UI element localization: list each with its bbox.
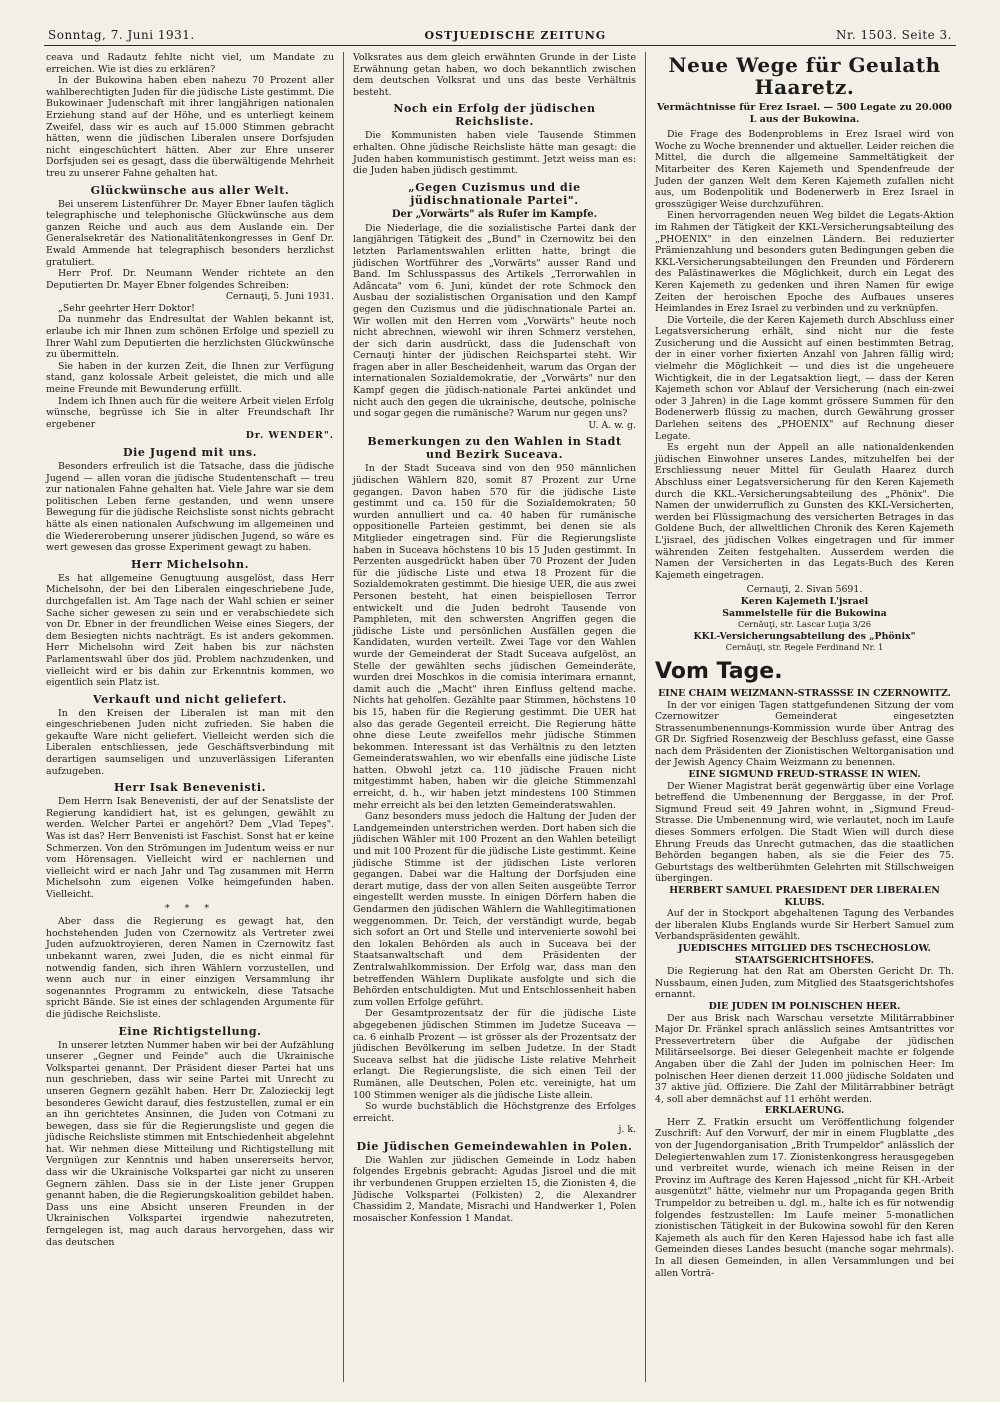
paragraph: In der Bukowina haben eben nahezu 70 Prozent aller wahlberechtigten Juden für die jüdische Liste gestimmt. Die Bukowinaer Judenschaft mit ihrer langjährigen nationalen Erziehung stand auf der Höhe, und es unterliegt keinem Zweifel, dass wir es auch auf 15.000 Stimmen gebracht hätten, wenn die jüdischen Liberalen unsere Dorfsjuden nicht eingeschüchtert hätten. Aber zur Ehre unserer Dorfsjuden sei es gesagt, dass die überwältigende Mehrheit treu zu unserer Fahne gehalten hat. xyxy=(46,75,334,179)
paragraph: In unserer letzten Nummer haben wir bei der Aufzählung unserer „Gegner und Feinde" auch die Ukrainische Volkspartei genannt. Der Präsident dieser Partei hat uns nun geschrieben, dass wir seine Partei mit Unrecht zu unseren Gegnern gezählt haben. Herr Dr. Zalozieckij legt besonderes Gewicht darauf, dies festzustellen, zumal er ein an ihn gerichtetes Ansinnen, die Juden von Cotmani zu bewegen, dass sie für die Regierungsliste und gegen die jüdische Reichsliste stimmen mit Entschiedenheit abgelehnt hat. Wir nehmen diese Mitteilung und Richtigstellung mit Vergnügen zur Kenntnis und haben unsererseits hervor, dass wir die Ukrainische Volkspartei gar nicht zu unseren Gegnern zählen. Dass sie in der Liste jener Gruppen genannt haben, die die Regierungskoalition gebildet haben. Dass uns eine Absicht unseren Freunden in der Ukrainischen Volkspartei irgendwie nahezutreten, ferngelegen ist, mag auch daraus hervorgehen, dass wir das deutschen xyxy=(46,1039,334,1248)
paragraph: Volksrates aus dem gleich erwähnten Grunde in der Liste Erwähnung getan haben, wo doch bekanntlich zwischen dem deutschen Volksrat und uns das beste Verhältnis besteht. xyxy=(353,52,636,98)
headline-glueckwuensche: Glückwünsche aus aller Welt. xyxy=(90,183,290,197)
organization-phoenix: KKL-Versicherungsabteilung des „Phönix" xyxy=(693,630,916,642)
paragraph: Einen hervorragenden neuen Weg bildet die Legats-Aktion im Rahmen der Tätigkeit der KKL-Versicherungsabteilung des „PHOENIX" in den einzelnen Ländern. Bei reduzierter Prämienzahlung und besonders guten Bedingungen geben die KKL-Versicherungsabteilungen den Freunden und Förderern des Palästinawerkes die Möglichkeit, durch ein Legat des Keren Kajemeth zu gedenken und ihren Namen für ewige Zeiten der heroischen Epoche des Aufbaues unseres Heimlandes in Erez Israel zu verbinden und zu verknüpfen. xyxy=(655,210,954,315)
paragraph: So wurde buchstäblich die Höchstgrenze des Erfolges erreicht. xyxy=(353,1101,636,1124)
headline-vom-tage: Vom Tage. xyxy=(655,658,783,684)
running-header xyxy=(44,28,956,46)
paragraph: Besonders erfreulich ist die Tatsache, dass die jüdische Jugend — allen voran die jüdische Studentenschaft — treu zur nationalen Fahne gehalten hat. Viele Jahre war sie dem politischen Leben ferne gestanden, und wenn unsere Bewegung für die jüdische Reichsliste sonst nichts gebracht hätte als einen nationalen Aufschwung im allgemeinen und die Wiedereroberung unserer jüdischen Jugend, so wäre es wert gewesen das grosse Experiment gewagt zu haben. xyxy=(46,461,334,554)
headline-michelsohn: Herr Michelsohn. xyxy=(131,557,249,571)
signature-jk: j. k. xyxy=(618,1124,636,1136)
signature-uawg: U. A. w. g. xyxy=(588,419,636,431)
subheadline-vorwaerts: Der „Vorwärts" als Rufer im Kampfe. xyxy=(391,208,598,220)
subheadline-vermaechtnisse: Vermächtnisse für Erez Israel. — 500 Legate zu 20.000 L aus der Bukowina. xyxy=(657,102,952,125)
paragraph: Dem Herrn Isak Benevenisti, der auf der Senatsliste der Regierung kandidiert hat, ist es gelungen, gewählt zu werden. Welcher Partei er angehört? Dem „Vlad Tepeş". Was ist das? Herr Benvenisti ist Faschist. Sonst hat er keine Schmerzen. Von den Strömungen im Judentum weiss er nur vom Hörensagen. Vielleicht wird er nachlernen und vielleicht wird er nach Jahr und Tag zusammen mit Herrn Michelsohn zum eigenen Volke heimgefunden haben. Vielleicht. xyxy=(46,796,334,900)
paragraph: In den Kreisen der Liberalen ist man mit den eingeschriebenen Juden nicht zufrieden. Sie haben die gekaufte Ware nicht geliefert. Vielleicht werden sich die Liberalen entschliessen, jede Geschäftsverbindung mit derartigen saumseligen und unzuverlässigen Liferanten aufzugeben. xyxy=(46,707,334,777)
headline-cuzismus: „Gegen Cuzismus und die jüdischnationale Partei". xyxy=(408,180,581,207)
address: Cernăuţi, str. Regele Ferdinand Nr. 1 xyxy=(725,642,884,653)
headline-jugend: Die Jugend mit uns. xyxy=(122,446,258,459)
paragraph: Die Frage des Bodenproblems in Erez Israel wird von Woche zu Woche brennender und aktueller. Leider reichen die Mittel, die durch die allgemeine Sammeltätigkeit der Mitarbeiter des Keren Kajemeth und Spendenfreude der Juden der ganzen Welt dem Keren Kajemeth zufallen nicht aus, um Bodenpolitik und Bodenerwerb in Erez Israel in grosszügiger Weise durchzuführen. xyxy=(655,129,954,210)
header-masthead: OSTJUEDISCHE ZEITUNG xyxy=(424,29,607,42)
paragraph: „Sehr geehrter Herr Doktor! xyxy=(58,302,195,314)
news-lead-weizmann: EINE CHAIM WEIZMANN-STRASSSE IN CZERNOWITZ. xyxy=(658,687,951,699)
news-item: Herr Z. Fratkin ersucht um Veröffentlichung folgender Zuschrift: Auf den Vorwurf, der mir in einem Flugblatte „des von der Jugendorganisation „Brith Trumpeldor" anlässlich der Delegiertenwahlen zum 17. Zionistenkongress herausgegeben und verbreitet wurde, wienach ich meine Reisen in der Provinz im Auftrage des Keren Hajessod „nicht für KH.-Arbeit ausgenützt" hätte, vielmehr nur um Propaganda gegen Brith Trumpeldor zu betreiben u. dgl. m., halte ich es für notwendig folgendes festzustellen: Im Laufe meiner 5-monatlichen zionistischen Tätigkeit in der Bukowina sowohl für den Keren Kajemeth als auch für den Keren Hajessod habe ich fast alle Gemeinden dieses Landes besucht (manche sogar mehrmals). In all diesen Gemeinden, in allen Versammlungen und bei allen Vorträ- xyxy=(655,1116,954,1279)
header-page-number: Nr. 1503. Seite 3. xyxy=(835,28,952,42)
column-1 xyxy=(44,52,344,1382)
news-lead-freud: EINE SIGMUND FREUD-STRASSE IN WIEN. xyxy=(688,769,921,781)
paragraph: Es hat allgemeine Genugtuung ausgelöst, dass Herr Michelsohn, der bei den Liberalen eingeschriebene Jude, durchgefallen ist. Am Tage nach der Wahl schien er seiner Sache sicher gewesen zu sein und er verabschiedete sich von Dr. Ebner in der freundlichen Weise eines Siegers, der dem Besiegten nichts nachträgt. Es ist anders gekommen. Herr Michelsohn wird Zeit haben bis zur nächsten Parlamentswahl über dos jüd. Problem nachzudenken, und vielleicht wird er bis dahin zur Erkenntnis kommen, wo eigentlich sein Platz ist. xyxy=(46,572,334,689)
paragraph: Da nunmehr das Endresultat der Wahlen bekannt ist, erlaube ich mir Ihnen zum schönen Erfolge und speziell zu Ihrer Wahl zum Deputierten die herzlichsten Glückwünsche zu übermitteln. xyxy=(46,314,334,361)
column-2 xyxy=(344,52,646,1382)
paragraph: Die Wahlen zur jüdischen Gemeinde in Lodz haben folgendes Ergebnis gebracht: Agudas Jisroel und die mit ihr verbundenen Gruppen erzielten 15, die Zionisten 4, die Jüdische Volkspartei (Folkisten) 2, die Alexandrer Chassidim 2, Mandate, Misrachi und Handwerker 1, Polen mosaischer Konfession 1 Mandat. xyxy=(353,1154,636,1224)
headline-suceava: Bemerkungen zu den Wahlen in Stadt und Bezirk Suceava. xyxy=(367,435,622,462)
section-separator: * * * xyxy=(164,902,216,914)
paragraph: Sie haben in der kurzen Zeit, die Ihnen zur Verfügung stand, ganz kolossale Arbeit geleistet, die mich und alle meine Freunde mit Bewunderung erfüllt. xyxy=(46,360,334,396)
headline-geulath-haaretz: Neue Wege für Geulath Haaretz. xyxy=(668,53,941,99)
signature-wender: Dr. WENDER". xyxy=(245,430,334,442)
news-item: Der aus Brisk nach Warschau versetzte Militärrabbiner Major Dr. Fränkel sprach anlässlich seines Amtsantrittes vor Pressevertretern über die Aufgabe der jüdischen Militärseelsorge. Bei dieser Gelegenheit machte er folgende Angaben über die Zahl der Juden im polnischen Heer: Im polnischen Heer dienen derzeit 11.000 jüdische Soldaten und 37 aktive jüd. Offiziere. Die Zahl der Militärrabbiner beträgt 4, soll aber demnächst auf 11 erhöht werden. xyxy=(655,1012,954,1105)
paragraph: Ganz besonders muss jedoch die Haltung der Juden der Landgemeinden unterstrichen werden. Dort haben sich die jüdischen Wähler mit 100 Prozent an den Wahlen beteiligt und mit 100 Prozent für die jüdische Liste gestimmt. Keine jüdische Stimme ist der jüdischen Liste verloren gegangen. Dabei war die Haltung der Dorfsjuden eine derart mutige, dass der von allen Seiten ausgeübte Terror eingestellt werden musste. In einigen Dörfern haben die Gendarmen den jüdischen Wählern die Wahllegitimationen weggenommen. Dr. Teich, der verständigt wurde, begab sich sofort an Ort und Stelle und intervenierte sowohl bei den lokalen Behörden als auch in Suceava bei der Staatsanwaltschaft und dem Präsidenten der Zentralwahlkommission. Der Erfolg war, dass man den betreffenden Wählern Duplikate ausfolgte und sich die Behörden entschuldigten. Mut und Entschlossenheit haben zum vollen Erfolge geführt. xyxy=(353,811,636,1008)
address: Cernăuţi, str. Lascar Luţia 3/26 xyxy=(737,619,872,630)
headline-benevenisti: Herr Isak Benevenisti. xyxy=(113,781,267,795)
news-item: Der Wiener Magistrat berät gegenwärtig über eine Vorlage betreffend die Umbenennung der Berggasse, in der Prof. Sigmund Freud seit 49 Jahren wohnt, in „Sigmund Freud-Strasse. Die Umbenennung wird, wie verlautet, noch im Laufe dieses Sommers erfolgen. Die Stadt Wien will durch diese Ehrung Freuds das Unrecht gutmachen, das die staatlichen Behörden begangen haben, als sie die Feier des 75. Geburtstags des weltberühmten Gelehrten mit Stillschweigen übergingen. xyxy=(655,780,954,885)
dateline: Cernauţi, 2. Sivan 5691. xyxy=(746,584,863,596)
paragraph: Aber dass die Regierung es gewagt hat, den hochstehenden Juden von Czernowitz als Vertreter zwei Juden aufzuoktroyieren, deren Namen in Czernowitz fast unbekannt waren, zwei Juden, die es nicht einmal für notwendig fanden, sich ihren Wählern vorzustellen, und wenn auch nur in einer einzigen Versammlung ihr sogenanntes Programm zu entwickeln, diese Tatsache spricht Bände. Sie ist eines der schlagenden Argumente für die jüdische Reichsliste. xyxy=(46,916,334,1020)
column-3 xyxy=(646,52,956,1382)
paragraph: Die Niederlage, die die sozialistische Partei dank der langjährigen Tätigkeit des „Bund" in Czernowitz bei den letzten Parlamentswahlen erlitten hatte, bringt die jüdischen Wortführer des „Vorwärts" ausser Rand und Band. Im Schlusspassus des Artikels „Terrorwahlen in Adâncata" vom 6. Juni, kündet der rote Schmock den Ausbau der sozialistischen Organisation und den Kampf gegen den Cuzismus und die jüdischnationale Partei an. Wir wollen mit den Herren vom „Vorwärts" heute noch nicht abrechnen, wiewohl wir ihren Schmerz verstehen, der sich darin ausdrückt, dass die Judenschaft von Cernauţi hinter der jüdischen Reichspartei steht. Wir fragen aber in aller Bescheidenheit, warum das Organ der internationalen Sozialdemokratie, der „Vorwärts" nur den Kampf gegen die jüdisch-nationale Partei ankündet und nicht auch den gegen die ukrainische, deutsche, polnische und sogar gegen die rumänische? Warum nur gegen uns? xyxy=(353,222,636,420)
paragraph: Es ergeht nun der Appell an alle nationaldenkenden jüdischen Einwohner unseres Landes, mitzuhelfen bei der Erschliessung neuer Mittel für Geulath Haarez durch Abschluss einer Legatsversicherung für den Keren Kajemeth durch die KKL.-Versicherungsabteilung des „Phönix". Die Namen der unwiderruflich zu Gunsten des KKL-Versicherten, werden bei Flüssigmachung des versicherten Betrages in das Goldene Buch, der allweltlichen Chronik des Keren Kajemeth L'jisrael, des jüdischen Volkes eingetragen und für immer währenden Zeiten festgehalten. Ausserdem werden die Namen der Versicherten in das Legats-Buch des Keren Kajemeth eingetragen. xyxy=(655,442,954,581)
headline-richtigstellung: Eine Richtigstellung. xyxy=(118,1024,262,1038)
news-lead-polnisches-heer: DIE JUDEN IM POLNISCHEN HEER. xyxy=(708,1000,901,1012)
paragraph: Der Gesamtprozentsatz der für die jüdische Liste abgegebenen jüdischen Stimmen im Judetze Suceava — ca. 6 einhalb Prozent — ist grösser als der Prozentsatz der jüdischen Bevölkerung im selben Judetze. In der Stadt Suceava selbst hat die jüdische Liste relative Mehrheit erlangt. Die Regierungsliste, die sich einen Teil der Rumänen, alle Deutschen, Polen etc. vereinigte, hat um 100 Stimmen weniger als die jüdische Liste allein. xyxy=(353,1008,636,1101)
letter-date: Cernauţi, 5. Juni 1931. xyxy=(225,291,334,303)
paragraph: Die Kommunisten haben viele Tausende Stimmen erhalten. Ohne jüdische Reichsliste hätte man gesagt: die Juden haben kommunistisch gestimmt. Jetzt weiss man es: die Juden haben jüdisch gestimmt. xyxy=(353,130,636,177)
header-date: Sonntag, 7. Juni 1931. xyxy=(48,28,195,42)
news-lead-staatsgericht: JUEDISCHES MITGLIED DES TSCHECHOSLOW. STAATSGERICHTSHOFES. xyxy=(678,942,931,966)
news-lead-samuel: HERBERT SAMUEL PRAESIDENT DER LIBERALEN KLUBS. xyxy=(669,885,940,908)
news-item: Auf der in Stockport abgehaltenen Tagung des Verbandes der liberalen Klubs Englands wurde Sir Herbert Samuel zum Verbandspräsidenten gewählt. xyxy=(655,908,954,943)
paragraph: Indem ich Ihnen auch für die weitere Arbeit vielen Erfolg wünsche, begrüsse ich Sie in alter Freundschaft Ihr ergebener xyxy=(46,395,334,430)
news-item: Die Regierung hat den Rat am Obersten Gericht Dr. Th. Nussbaum, einen Juden, zum Mitglied des Staatsgerichtshofes ernannt. xyxy=(655,966,954,1001)
news-item: In der vor einigen Tagen stattgefundenen Sitzung der vom Czernowitzer Gemeinderat eingesetzten Strassenumbenennungs-Kommission wurde über Antrag des GR Dr. Sigfried Rosenzweig der Beschluss gefasst, eine Gasse nach dem Präsidenten der Zionistischen Weltorganisation und der Jewish Agency Chaim Weizmann zu benennen. xyxy=(655,699,954,769)
organization-name: Keren Kajemeth L'jsrael xyxy=(740,595,869,607)
headline-noch-ein-erfolg: Noch ein Erfolg der jüdischen Reichsliste. xyxy=(393,102,596,129)
organization-subname: Sammelstelle für die Bukowina xyxy=(722,607,887,619)
news-lead-erklaerung: ERKLAERUNG. xyxy=(764,1105,845,1117)
paragraph: Bei unserem Listenführer Dr. Mayer Ebner laufen täglich telegraphische und telephonische Glückwünsche aus dem ganzen Reiche und auch aus dem Auslande ein. Der Generalsekretär des Nationalitätenkongresses in Genf Dr. Ewald Ammende hat telegraphisch besonders herzlichst gratuliert. xyxy=(46,198,334,268)
paragraph: ceava und Radautz fehlte nicht viel, um Mandate zu erreichen. Wie ist dies zu erklären? xyxy=(46,52,334,75)
headline-verkauft: Verkauft und nicht geliefert. xyxy=(93,692,287,706)
headline-gemeindewahlen-polen: Die Jüdischen Gemeindewahlen in Polen. xyxy=(356,1139,633,1153)
paragraph: Die Vorteile, die der Keren Kajemeth durch Abschluss einer Legatsversicherung erhält, sind nicht nur die feste Zusicherung und die Aussicht auf einen bestimmten Betrag, der in einer vorher fixierten Anzahl von Jahren fällig wird; vielmehr die Möglichkeit — und dies ist die ungeheuere Wichtigkeit, die in der Legatsaktion liegt, — dass der Keren Kajemeth schon vor Ablauf der Versicherung (nach ein-zwei oder 3 Jahren) in die Lage kommt grössere Summen für den Bodenerwerb flüssig zu machen, durch Gewährung grosser Darlehen seitens des „PHOENIX" auf Rechnung dieser Legate. xyxy=(655,314,954,442)
paragraph: Herr Prof. Dr. Neumann Wender richtete an den Deputierten Dr. Mayer Ebner folgendes Schreiben: xyxy=(46,268,334,291)
paragraph: In der Stadt Suceava sind von den 950 männlichen jüdischen Wählern 820, somit 87 Prozent zur Urne gegangen. Davon haben 570 für die jüdische Liste gestimmt und ca. 150 für die Sozialdemokraten; 50 wurden annulliert und ca. 40 haben für rumänische oppositionelle Parteien gestimmt, bei denen sie als Mitglieder eingetragen sind. Für die Regierungsliste haben in Suceava höchstens 10 bis 15 Juden gestimmt. In Perzenten ausgedrückt haben über 70 Prozent der Juden für die jüdische Liste und etwa 18 Prozent für die Sozialdemokraten gestimmt. Die hiesige UER, die aus zwei Personen besteht, hat einen beispiellosen Terror entwickelt und die Juden bedroht Tausende von Pamphleten, mit den schwersten Angriffen gegen die jüdische Liste und persönlichen Ausfällen gegen die Kandidaten, wurden verteilt. Zwei Tage vor den Wahlen wurde der Gemeinderat der Stadt Suceava aufgelöst, an Stelle der gewählten sechs jüdischen Gemeinderäte, wurden drei Moschkos in die comisia interimara ernannt, damit auch die „Macht" ihren Einfluss geltend mache. Nichts hat geholfen. Gezählte paar Stimmen, höchstens 10 bis 15, haben für die Regierung gestimmt. Die UER hat also das gerade Gegenteil erreicht. Die Regierung hätte ohne diese Leute zweifellos mehr jüdische Stimmen bekommen. Interessant ist das Verhältnis zu den letzten Gemeinderatswahlen, wo wir ebenfalls eine jüdische Liste hatten. Obwohl jetzt ca. 110 jüdische Frauen nicht mitgestimmt haben, haben wir die gleiche Stimmenzahl erreicht, d. h., wir haben jetzt mindestens 100 Stimmen mehr erreicht als bei den letzten Gemeinderatswahlen. xyxy=(353,463,636,811)
columns xyxy=(44,52,956,1382)
